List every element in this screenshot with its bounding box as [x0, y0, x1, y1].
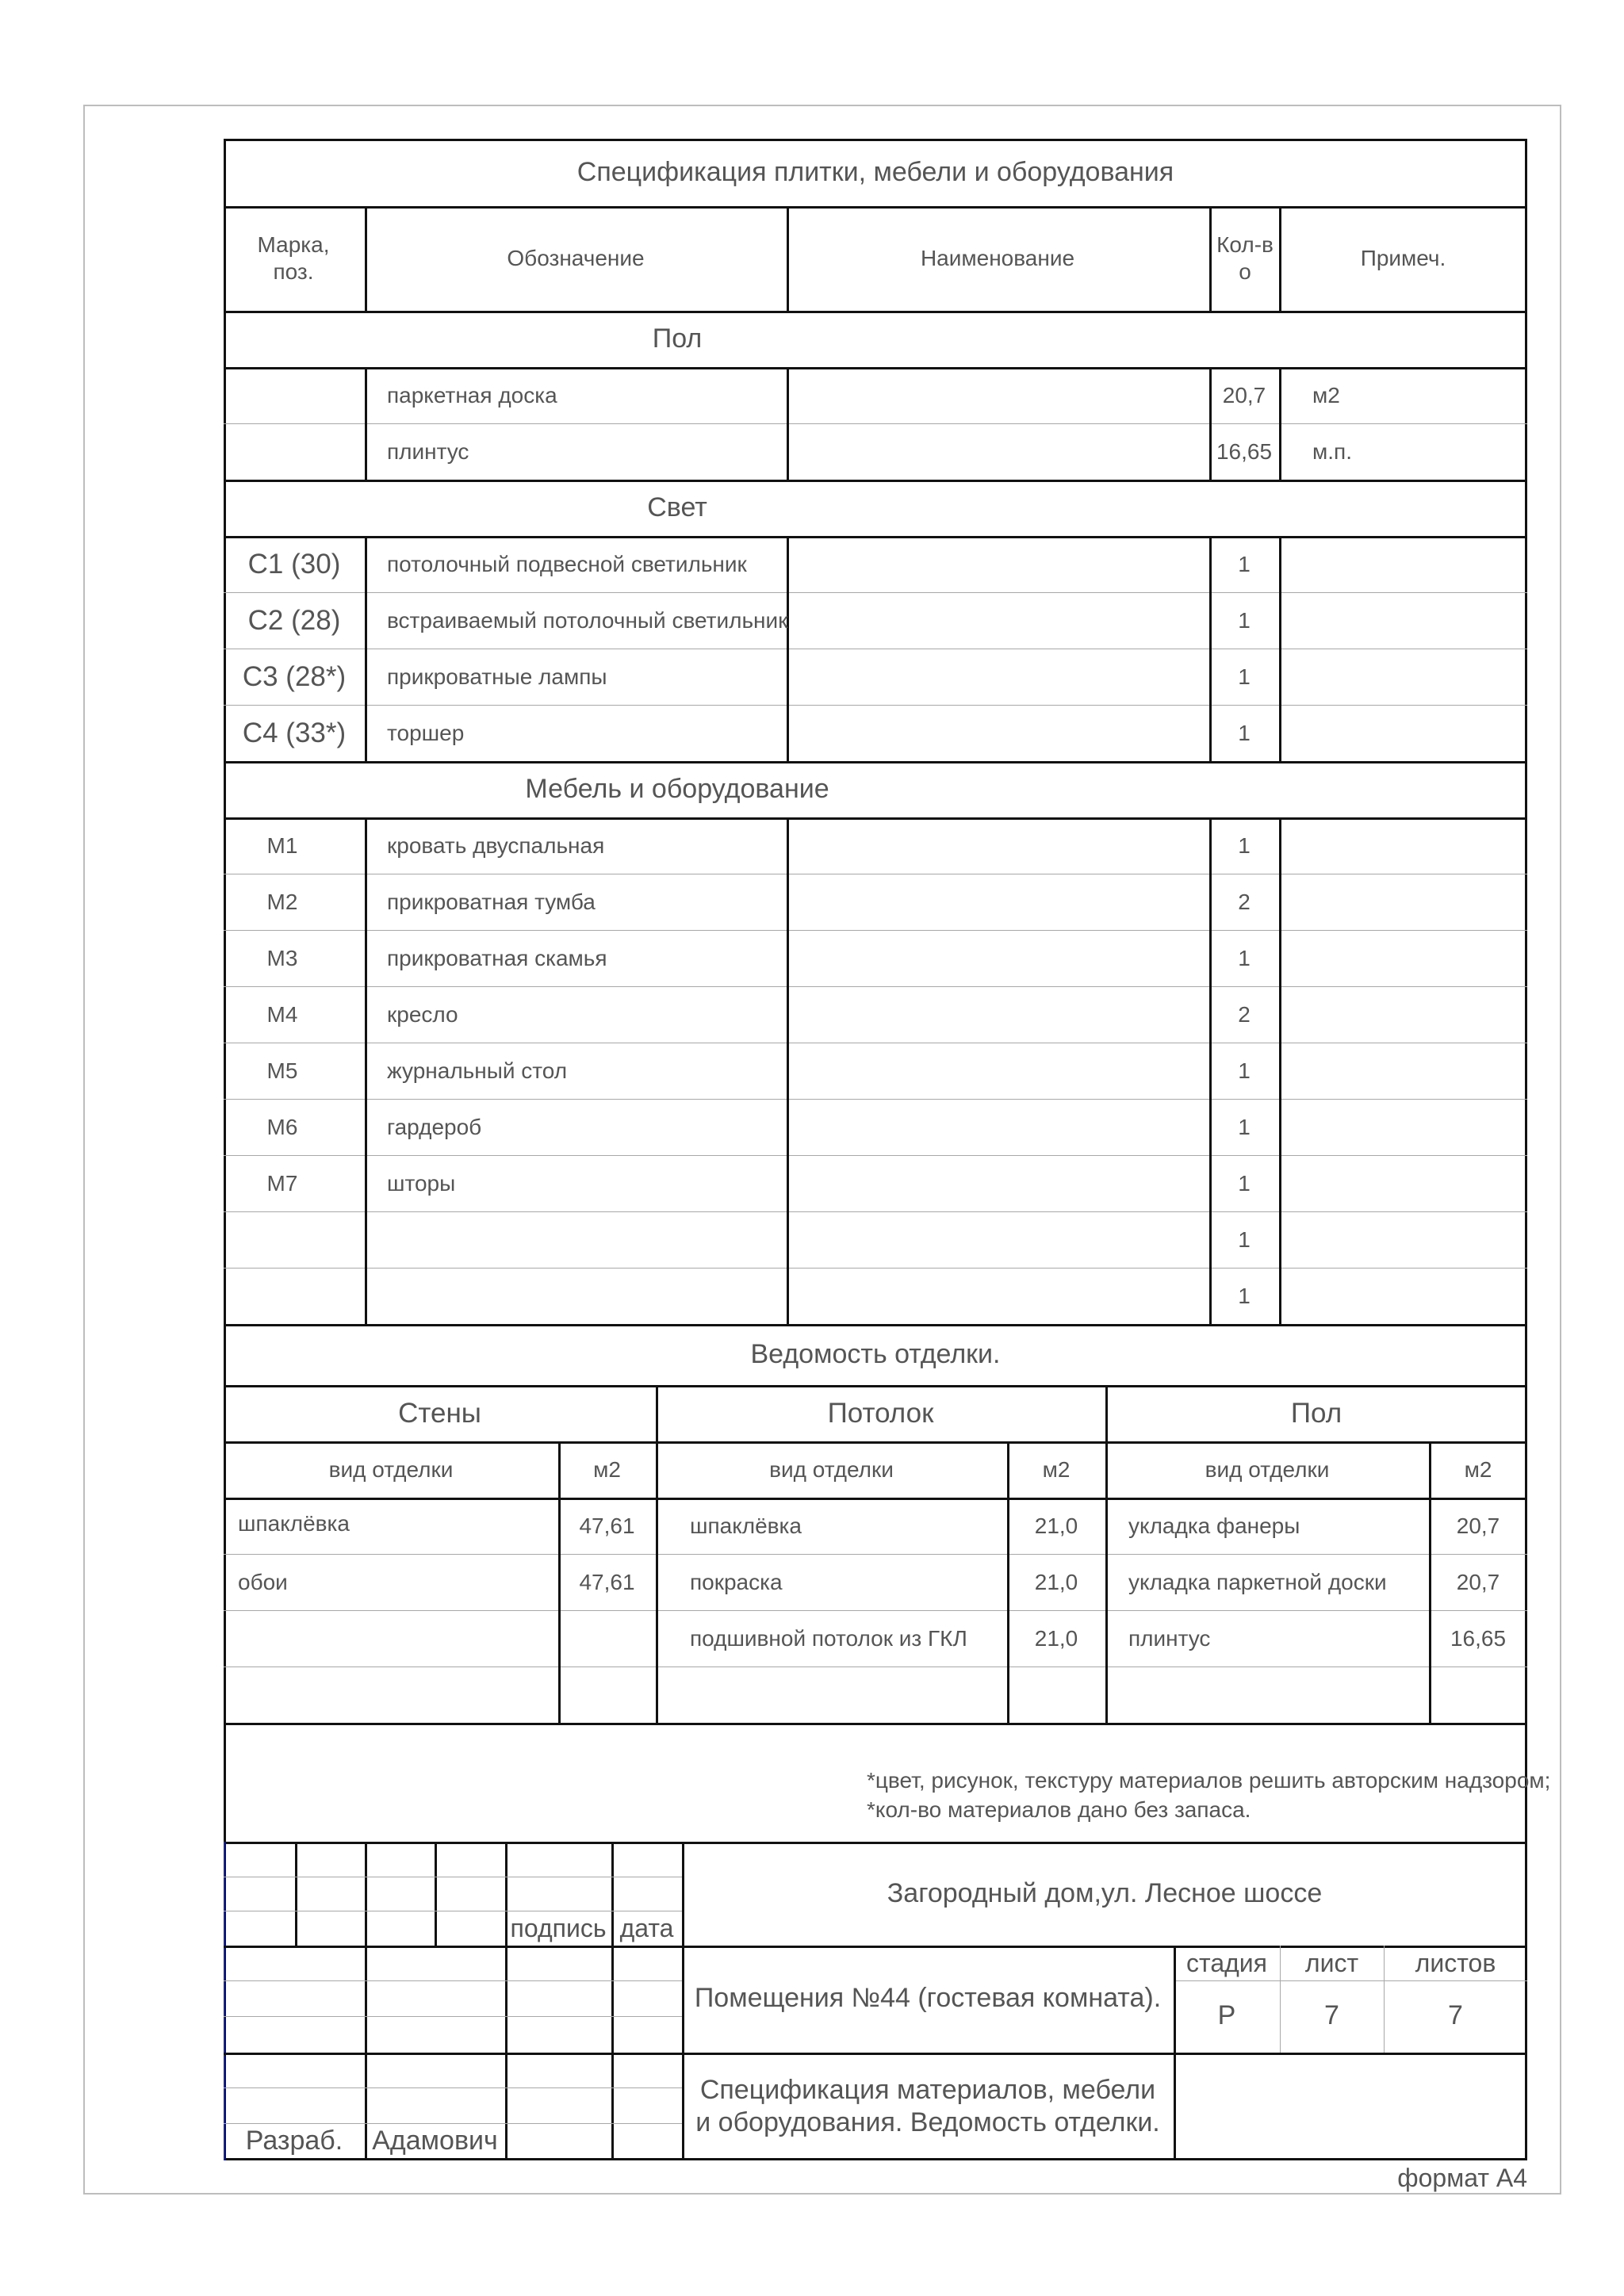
furniture-row-qty: 1	[1238, 1170, 1251, 1196]
ceiling-row-type: шпаклёвка	[690, 1513, 802, 1538]
header-mark: Марка, поз.	[257, 232, 330, 284]
project-name: Загородный дом,ул. Лесное шоссе	[887, 1878, 1323, 1908]
floor-finish-row-value: 20,7	[1456, 1513, 1500, 1538]
finishing-title: Ведомость отделки.	[750, 1339, 1001, 1369]
walls-unit-header: м2	[593, 1456, 621, 1482]
note-line: *цвет, рисунок, текстуру материалов решить авторским надзором;	[867, 1768, 1551, 1793]
furniture-row-qty: 2	[1238, 889, 1251, 914]
sheet-value: 7	[1324, 1999, 1339, 2030]
floor-finish-row-type: плинтус	[1128, 1625, 1211, 1651]
drawing-title: Спецификация материалов, мебели и оборудования. Ведомость отделки.	[695, 2074, 1160, 2137]
walls-row-type: шпаклёвка	[238, 1510, 350, 1536]
note-line: *кол-во материалов дано без запаса.	[867, 1797, 1251, 1822]
light-row-qty: 1	[1238, 607, 1251, 633]
furniture-row-qty: 1	[1238, 1058, 1251, 1083]
grid-line	[224, 1842, 225, 2160]
light-row-designation: потолочный подвесной светильник	[387, 551, 747, 576]
furniture-row-mark: М5	[266, 1058, 298, 1083]
header-qty: Кол-во	[1216, 232, 1274, 284]
ceiling-row-value: 21,0	[1034, 1513, 1078, 1538]
furniture-row-designation: прикроватная скамья	[387, 945, 607, 970]
floor-row-note: м.п.	[1312, 438, 1352, 464]
signature-label: подпись	[510, 1913, 607, 1942]
light-row-designation: встраиваемый потолочный светильник	[387, 607, 788, 633]
floor-unit-header: м2	[1464, 1456, 1492, 1482]
grid-line	[435, 1842, 437, 1946]
stage-value: Р	[1217, 1999, 1236, 2030]
section-light: Свет	[647, 492, 707, 522]
grid-line	[365, 817, 367, 1324]
finishing-group-walls: Стены	[398, 1397, 481, 1429]
walls-row-value: 47,61	[579, 1569, 635, 1594]
finishing-group-ceiling: Потолок	[827, 1397, 934, 1429]
sheets-label: листов	[1415, 1948, 1496, 1977]
sheets-value: 7	[1448, 1999, 1463, 2030]
room-name: Помещения №44 (гостевая комната).	[694, 1982, 1162, 2013]
format-label: формат А4	[1397, 2163, 1527, 2192]
light-row-mark: С3 (28*)	[242, 660, 347, 692]
furniture-row-designation: прикроватная тумба	[387, 889, 596, 914]
stage-label: стадия	[1186, 1948, 1267, 1977]
grid-line	[365, 367, 367, 480]
light-row-mark: С4 (33*)	[242, 717, 347, 748]
light-row-mark: С1 (30)	[247, 548, 341, 580]
grid-line	[787, 367, 789, 480]
grid-line	[224, 2087, 682, 2088]
date-label: дата	[619, 1913, 674, 1942]
author-name: Адамович	[372, 2126, 498, 2156]
floor-finish-row-type: укладка паркетной доски	[1128, 1569, 1387, 1594]
grid-line	[365, 536, 367, 761]
header-name: Наименование	[920, 246, 1075, 270]
furniture-row-designation: кровать двуспальная	[387, 832, 605, 858]
light-row-qty: 1	[1238, 551, 1251, 576]
floor-finish-row-value: 20,7	[1456, 1569, 1500, 1594]
ceiling-unit-header: м2	[1042, 1456, 1071, 1482]
grid-line	[224, 2016, 682, 2017]
furniture-row-designation: шторы	[387, 1170, 456, 1196]
grid-line	[505, 1946, 682, 1948]
section-floor: Пол	[652, 323, 703, 354]
light-row-designation: торшер	[387, 720, 465, 745]
spec-title: Спецификация плитки, мебели и оборудования	[576, 157, 1174, 187]
role-developer: Разраб.	[245, 2126, 343, 2156]
grid-line	[787, 817, 789, 1324]
grid-line	[1209, 206, 1212, 311]
furniture-row-qty: 1	[1238, 1114, 1251, 1139]
light-row-designation: прикроватные лампы	[387, 664, 607, 689]
floor-type-header: вид отделки	[1205, 1456, 1330, 1482]
furniture-row-qty: 1	[1238, 1283, 1251, 1308]
grid-line	[224, 1211, 1527, 1212]
grid-line	[1279, 817, 1281, 1324]
grid-line	[505, 1842, 508, 2160]
furniture-row-designation: журнальный стол	[387, 1058, 568, 1083]
grid-line	[787, 536, 789, 761]
ceiling-row-type: покраска	[690, 1569, 783, 1594]
ceiling-row-type: подшивной потолок из ГКЛ	[690, 1625, 967, 1651]
light-row-mark: С2 (28)	[247, 604, 341, 636]
grid-line	[224, 1980, 682, 1981]
floor-row-note: м2	[1312, 382, 1340, 408]
light-row-qty: 1	[1238, 720, 1251, 745]
floor-row-designation: паркетная доска	[387, 382, 557, 408]
furniture-row-qty: 2	[1238, 1001, 1251, 1027]
furniture-row-designation: гардероб	[387, 1114, 482, 1139]
sheet-label: лист	[1304, 1948, 1359, 1977]
furniture-row-mark: М2	[266, 889, 298, 914]
furniture-row-qty: 1	[1238, 945, 1251, 970]
grid-line	[1279, 536, 1281, 761]
finishing-group-floor: Пол	[1290, 1397, 1342, 1429]
grid-line	[1279, 367, 1281, 480]
header-note: Примеч.	[1360, 246, 1446, 270]
ceiling-row-value: 21,0	[1034, 1625, 1078, 1651]
furniture-row-mark: М6	[266, 1114, 298, 1139]
grid-line	[295, 1842, 297, 1946]
grid-line	[224, 1268, 1527, 1269]
ceiling-row-value: 21,0	[1034, 1569, 1078, 1594]
grid-line	[224, 1723, 1527, 1725]
grid-line	[224, 2053, 682, 2055]
light-row-qty: 1	[1238, 664, 1251, 689]
furniture-row-mark: М7	[266, 1170, 298, 1196]
furniture-row-designation: кресло	[387, 1001, 458, 1027]
floor-row-qty: 16,65	[1216, 438, 1273, 464]
grid-line	[611, 1842, 614, 2160]
grid-line	[224, 1946, 505, 1948]
grid-line	[365, 1842, 367, 2160]
furniture-row-mark: М1	[266, 832, 298, 858]
furniture-row-qty: 1	[1238, 832, 1251, 858]
floor-row-designation: плинтус	[387, 438, 469, 464]
floor-finish-row-value: 16,65	[1450, 1625, 1507, 1651]
floor-finish-row-type: укладка фанеры	[1128, 1513, 1300, 1538]
furniture-row-mark: М3	[266, 945, 298, 970]
floor-row-qty: 20,7	[1222, 382, 1266, 408]
section-furniture: Мебель и оборудование	[525, 774, 829, 804]
walls-row-type: обои	[238, 1569, 288, 1594]
furniture-row-mark: М4	[266, 1001, 298, 1027]
furniture-row-qty: 1	[1238, 1226, 1251, 1252]
ceiling-type-header: вид отделки	[769, 1456, 894, 1482]
walls-type-header: вид отделки	[328, 1456, 454, 1482]
walls-row-value: 47,61	[579, 1513, 635, 1538]
header-designation: Обозначение	[507, 246, 645, 270]
